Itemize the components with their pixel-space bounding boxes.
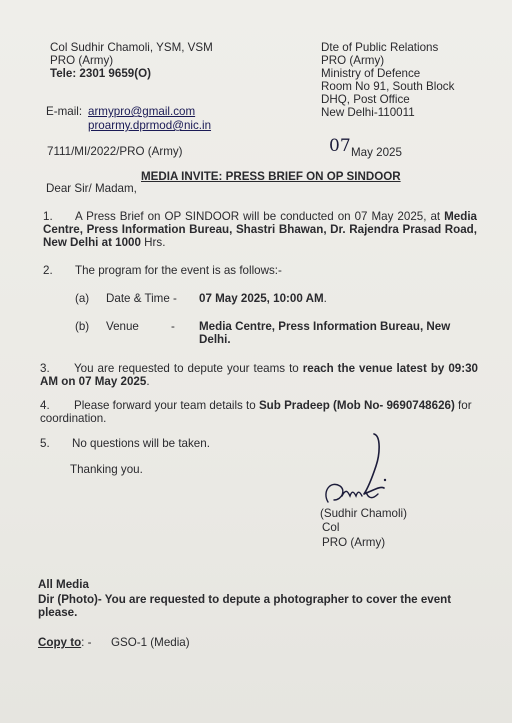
para-1-number: 1.	[43, 210, 53, 223]
para-5-text: No questions will be taken.	[72, 437, 210, 450]
address-line-2: PRO (Army)	[321, 54, 385, 67]
para-5-number: 5.	[40, 437, 50, 450]
para-2a-key: Date & Time -	[106, 292, 177, 305]
para-3-deadline: reach the venue latest by 09:30 AM on 07 May 2025	[40, 362, 478, 388]
sender-name: Col Sudhir Chamoli, YSM, VSM	[50, 41, 213, 54]
signatory-office: PRO (Army)	[322, 536, 386, 549]
closing-line: Thanking you.	[70, 463, 143, 476]
distribution-dir-photo: Dir (Photo)- You are requested to depute a photographer to cover the event please.	[38, 593, 452, 619]
address-line-6: New Delhi-110011	[321, 106, 415, 119]
copy-to-label: Copy to	[38, 636, 82, 649]
handwritten-date-day: 07	[329, 136, 351, 156]
address-line-5: DHQ, Post Office	[321, 93, 410, 106]
address-line-4: Room No 91, South Block	[321, 80, 455, 93]
para-1-text: A Press Brief on OP SINDOOR will be conducted on 07 May 2025, at	[75, 210, 445, 223]
para-2b-label: (b)	[75, 320, 90, 333]
para-2-text: The program for the event is as follows:-	[75, 264, 282, 277]
signature-mark	[318, 430, 408, 510]
para-3-body	[40, 362, 478, 388]
para-4-body	[40, 399, 480, 425]
date-month-year: May 2025	[351, 146, 402, 159]
signatory-name: (Sudhir Chamoli)	[320, 507, 407, 520]
para-2a-value: 07 May 2025, 10:00 AM	[199, 292, 324, 305]
para-2a-end: .	[323, 292, 327, 305]
para-3-text: You are requested to depute your teams to	[74, 362, 303, 375]
para-3-end: .	[146, 375, 150, 388]
email-label: E-mail:	[46, 105, 83, 118]
copy-to-value: GSO-1 (Media)	[111, 636, 190, 649]
para-4-number: 4.	[40, 399, 50, 412]
reference-number: 7111/MI/2022/PRO (Army)	[47, 145, 183, 158]
para-4-contact: Sub Pradeep (Mob No- 9690748626)	[258, 399, 455, 412]
salutation: Dear Sir/ Madam,	[46, 182, 137, 195]
para-2-number: 2.	[43, 264, 53, 277]
email-link-2[interactable]: proarmy.dprmod@nic.in	[88, 119, 212, 132]
para-2b-dash: -	[171, 320, 175, 333]
sender-tele: Tele: 2301 9659(O)	[50, 67, 151, 80]
address-line-1: Dte of Public Relations	[321, 41, 439, 54]
copy-to-line	[38, 636, 91, 649]
para-1-end: Hrs.	[140, 236, 166, 249]
para-1-body	[43, 210, 477, 249]
para-4-text: Please forward your team details to	[74, 399, 259, 412]
para-3-number: 3.	[40, 362, 50, 375]
copy-to-separator: : -	[81, 636, 92, 649]
email-link-1[interactable]: armypro@gmail.com	[88, 105, 196, 118]
sender-office: PRO (Army)	[50, 54, 114, 67]
subject-line: MEDIA INVITE: PRESS BRIEF ON OP SINDOOR	[141, 170, 401, 183]
para-2a-value-line	[199, 292, 327, 305]
signatory-rank: Col	[322, 521, 340, 534]
para-2a-label: (a)	[75, 292, 90, 305]
para-4-end: for coordination.	[40, 399, 472, 425]
distribution-to: All Media	[38, 578, 89, 591]
para-2b-key: Venue	[106, 320, 139, 333]
para-2b-value: Media Centre, Press Information Bureau, New Delhi.	[199, 320, 451, 346]
para-1-venue: Media Centre, Press Information Bureau, Shastri Bhawan, Dr. Rajendra Prasad Road, New Delhi at 1000	[43, 210, 477, 249]
address-line-3: Ministry of Defence	[321, 67, 421, 80]
